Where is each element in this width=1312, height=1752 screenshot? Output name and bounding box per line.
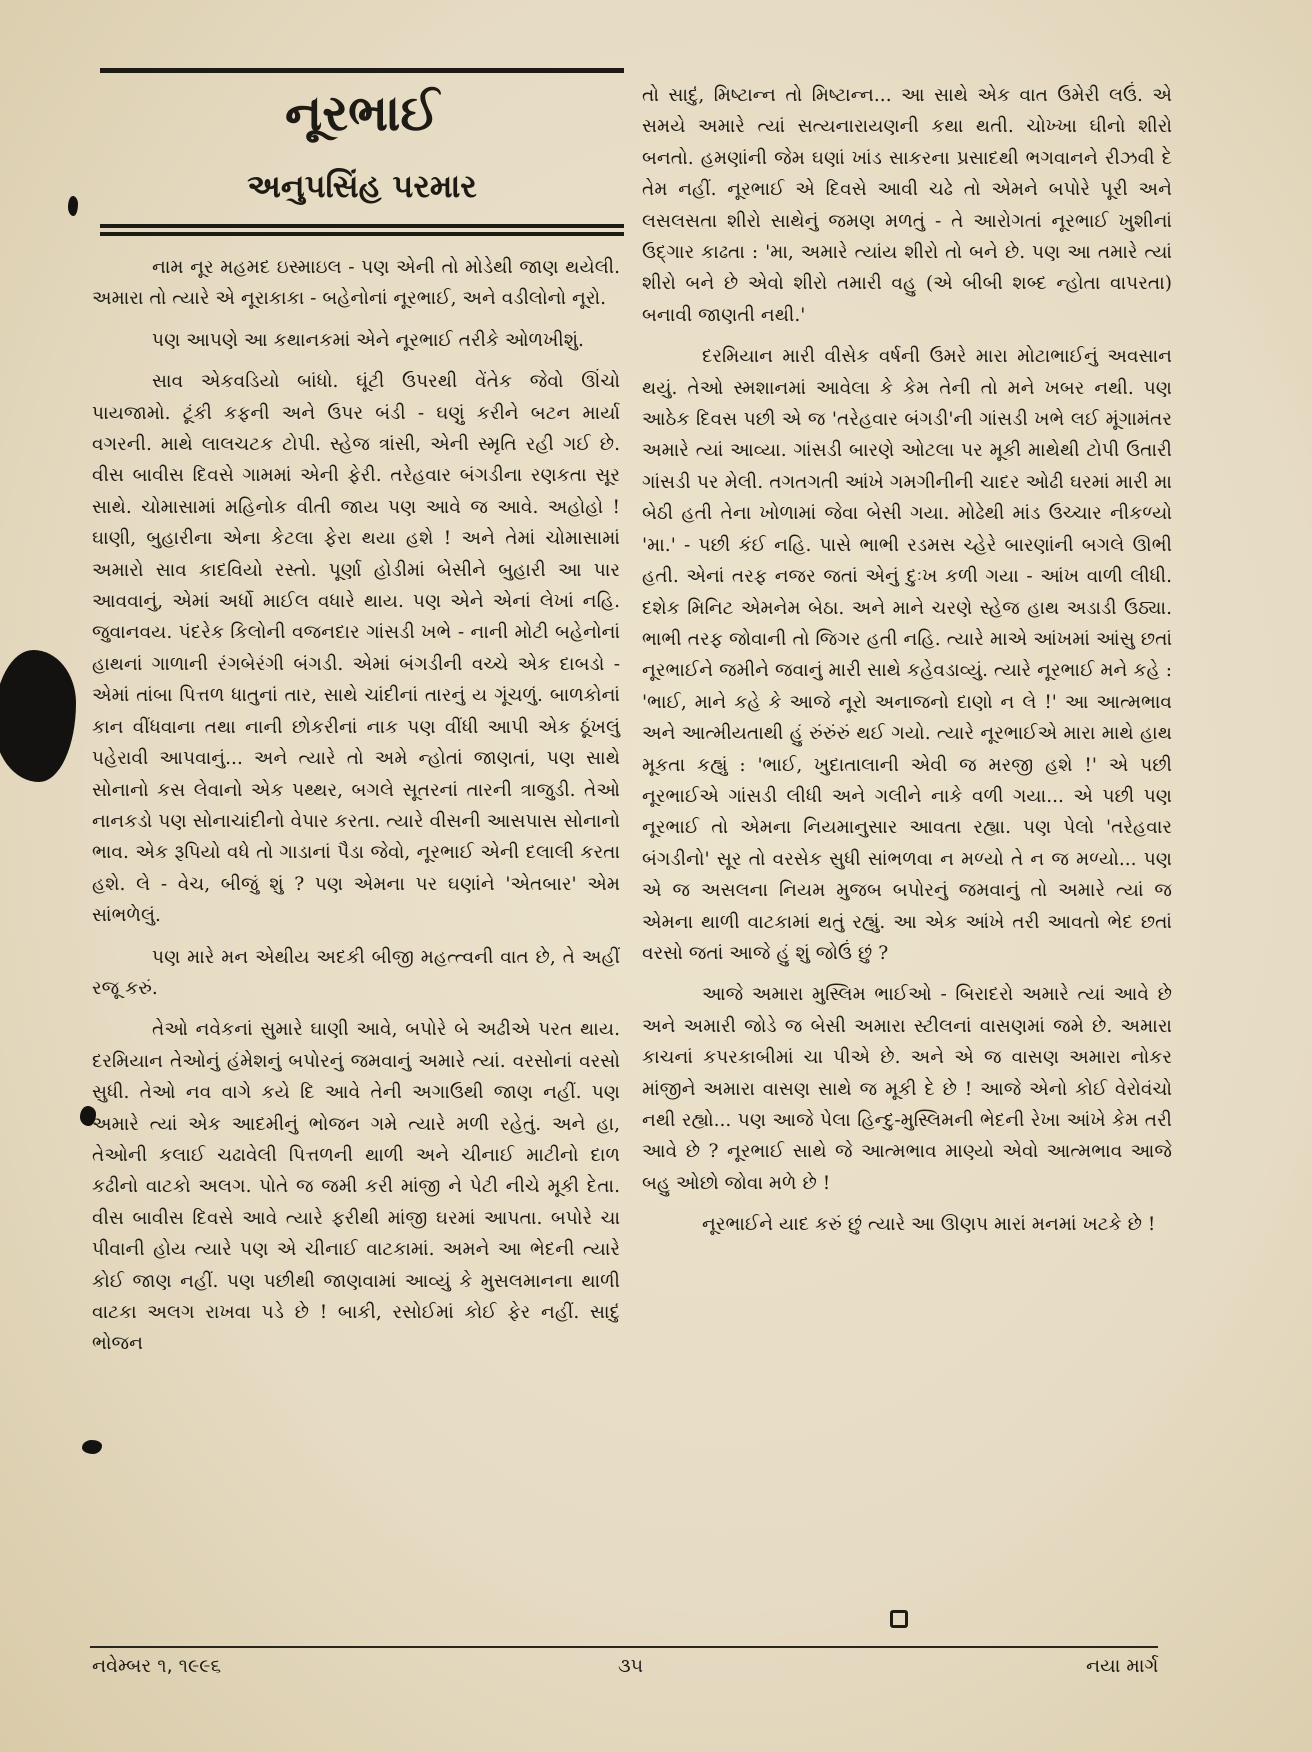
paragraph: તો સાદું, મિષ્ટાન્ન તો મિષ્ટાન્ન... આ સાથે એક વાત ઉમેરી લઉં. એ સમયે અમારે ત્યાં સત્યનારાયણની કથા થતી. ચોખ્ખા ઘીનો શીરો બનતો. હમણાંની જેમ ઘણાં ખાંડ સાકરના પ્રસાદથી ભગવાનને રીઝવી દે તેમ નહીં. નૂરભાઈ એ દિવસે આવી ચઢે તો એમને બપોરે પૂરી અને લસલસતા શીરો સાથેનું જમણ મળતું - તે આરોગતાં નૂરભાઈ ખુશીનાં ઉદ્ગાર કાઢતા : 'મા, અમારે ત્યાંય શીરો તો બને છે. પણ આ તમારે ત્યાં શીરો બને છે એવો શીરો તમારી વહુ (એ બીબી શબ્દ ન્હોતા વાપરતા) બનાવી જાણતી નથી.' <box>642 85 1172 326</box>
footer-rule <box>90 1646 1158 1648</box>
article-author: અનુપસિંહ પરમાર <box>247 167 477 205</box>
ink-stain <box>0 650 76 782</box>
paragraph: નૂરભાઈને યાદ કરું છું ત્યારે આ ઊણપ મારાં મનમાં ખટકે છે ! <box>702 1214 1156 1236</box>
article-title: નૂરભાઈ <box>285 84 439 142</box>
magazine-name: નયા માર્ગ <box>1086 1655 1159 1677</box>
paragraph: પણ મારે મન એથીય અદકી બીજી મહત્ત્વની વાત છે, તે અહીં રજૂ કરું. <box>92 946 620 999</box>
title-rule-top <box>100 68 624 73</box>
footer-date: નવેમ્બર ૧, ૧૯૯૬ <box>92 1655 222 1677</box>
paragraph: નામ નૂર મહમદ ઇસ્માઇલ - પણ એની તો મોડેથી જાણ થયેલી. અમારા તો ત્યારે એ નૂરાકાકા - બહેનોનાં નૂરભાઈ, અને વડીલોનો નૂરો. <box>92 257 620 310</box>
paragraph: આજે અમારા મુસ્લિમ ભાઈઓ - બિરાદરો અમારે ત્યાં આવે છે અને અમારી જોડે જ બેસી અમારા સ્ટીલનાં વાસણમાં જમે છે. અમારા કાચનાં કપરકાબીમાં ચા પીએ છે. અને એ જ વાસણ અમારા નોકર માંજીને અમારા વાસણ સાથે જ મૂકી દે છે ! આજે એનો કોઈ વેરોવંચો નથી રહ્યો... પણ આજે પેલા હિન્દુ-મુસ્લિમની ભેદની રેખા આંખે કેમ તરી આવે છે ? નૂરભાઈ સાથે જે આત્મભાવ માણ્યો એવો આત્મભાવ આજે બહુ ઓછો જોવા મળે છે ! <box>642 984 1172 1194</box>
left-column <box>92 252 620 1370</box>
ink-speck <box>82 1440 102 1454</box>
paragraph: સાવ એકવડિયો બાંધો. ઘૂંટી ઉપરથી વેંતેક જેવો ઊંચો પાયજામો. ટૂંકી કફની અને ઉપર બંડી - ઘણું કરીને બટન માર્યા વગરની. માથે લાલચટક ટોપી. સ્હેજ ત્રાંસી, એની સ્મૃતિ રહી ગઈ છે. વીસ બાવીસ દિવસે ગામમાં એની ફેરી. તરેહવાર બંગડીના રણકતા સૂર સાથે. ચોમાસામાં મહિનોક વીતી જાય પણ આવે જ આવે. અહોહો ! ઘાણી, બુહારીના એના કેટલા ફેરા થયા હશે ! અને તેમાં ચોમાસામાં અમારો સાવ કાદવિયો રસ્તો. પૂર્ણા હોડીમાં બેસીને બુહારી આ પાર આવવાનું, એમાં અર્ધો માઈલ વધારે થાય. પણ એને એનાં લેખાં નહિ. જુવાનવય. પંદરેક કિલોની વજનદાર ગાંસડી ખભે - નાની મોટી બહેનોનાં હાથનાં ગાળાની રંગબેરંગી બંગડી. એમાં બંગડીની વચ્ચે એક દાબડો - એમાં તાંબા પિત્તળ ધાતુનાં તાર, સાથે ચાંદીનાં તારનું ય ગૂંચળું. બાળકોનાં કાન વીંધવાના તથા નાની છોકરીનાં નાક પણ વીંધી આપી એક ઠૂંખલું પહેરાવી આપવાનું... અને ત્યારે તો અમે ન્હોતાં જાણતાં, પણ સાથે સોનાનો કસ લેવાનો એક પથ્થર, બગલે સૂતરનાં તારની ત્રાજુડી. તેઓ નાનકડો પણ સોનાચાંદીનો વેપાર કરતા. ત્યારે વીસની આસપાસ સોનાનો ભાવ. એક રૂપિયો વધે તો ગાડાનાં પૈડા જેવો, નૂરભાઈ એની દલાલી કરતા હશે. લે - વેચ, બીજું શું ? પણ એમના પર ઘણાંને 'એતબાર' એમ સાંભળેલું. <box>92 371 620 927</box>
paragraph: દરમિયાન મારી વીસેક વર્ષની ઉમરે મારા મોટાભાઈનું અવસાન થયું. તેઓ સ્મશાનમાં આવેલા કે કેમ તેની તો મને ખબર નથી. પણ આઠેક દિવસ પછી એ જ 'તરેહવાર બંગડી'ની ગાંસડી ખભે લઈ મૂંગામંતર અમારે ત્યાં આવ્યા. ગાંસડી બારણે ઓટલા પર મૂકી માથેથી ટોપી ઉતારી ગાંસડી પર મેલી. તગતગતી આંખે ગમગીનીની ચાદર ઓઢી ઘરમાં મારી મા બેઠી હતી તેના ખોળામાં જેવા બેસી ગયા. મોઢેથી માંડ ઉચ્ચાર નીકળ્યો 'મા.' - પછી કંઈ નહિ. પાસે ભાભી રડમસ ચ્હેરે બારણાંની બગલે ઊભી હતી. એનાં તરફ નજર જતાં એનું દુઃખ કળી ગયા - આંખ વાળી લીધી. દશેક મિનિટ એમનેમ બેઠા. અને માને ચરણે સ્હેજ હાથ અડાડી ઉઠ્યા. ભાભી તરફ જોવાની તો જિગર હતી નહિ. ત્યારે માએ આંખમાં આંસુ છતાં નૂરભાઈને જમીને જવાનું મારી સાથે કહેવડાવ્યું. ત્યારે નૂરભાઈ મને કહે : 'ભાઈ, માને કહે કે આજે નૂરો અનાજનો દાણો ન લે !' આ આત્મભાવ અને આત્મીયતાથી હું રુંરુંરું થઈ ગયો. ત્યારે નૂરભાઈએ મારા માથે હાથ મૂકતા કહ્યું : 'ભાઈ, ખુદાતાલાની એવી જ મરજી હશે !' એ પછી નૂરભાઈએ ગાંસડી લીધી અને ગલીને નાકે વળી ગયા... એ પછી પણ નૂરભાઈ તો એમના નિયમાનુસાર આવતા રહ્યા. પણ પેલો 'તરેહવાર બંગડીનો' સૂર તો વરસેક સુધી સાંભળવા ન મળ્યો તે ન જ મળ્યો... પણ એ જ અસલના નિયમ મુજબ બપોરનું જમવાનું તો અમારે ત્યાં જ એમના થાળી વાટકામાં થતું રહ્યું. આ એક આંખે તરી આવતો ભેદ છતાં વરસો જતાં આજે હું શું જોઉં છું ? <box>642 346 1172 964</box>
page-number: ૩૫ <box>618 1655 644 1677</box>
ink-speck <box>68 196 78 216</box>
title-rule-bottom <box>100 224 624 236</box>
paragraph: પણ આપણે આ કથાનકમાં એને નૂરભાઈ તરીકે ઓળખીશું. <box>152 329 584 351</box>
paragraph: તેઓ નવેકનાં સુમારે ઘાણી આવે, બપોરે બે અઢીએ પરત થાય. દરમિયાન તેઓનું હંમેશનું બપોરનું જમવાનું અમારે ત્યાં. વરસોનાં વરસો સુધી. તેઓ નવ વાગે કયે દિ આવે તેની અગાઉથી જાણ નહીં. પણ અમારે ત્યાં એક આદમીનું ભોજન ગમે ત્યારે મળી રહેતું. અને હા, તેઓની કલાઈ ચઢાવેલી પિત્તળની થાળી અને ચીનાઈ માટીનો દાળ કઢીનો વાટકો અલગ. પોતે જ જમી કરી માંજી ને પેટી નીચે મૂકી દેતા. વીસ બાવીસ દિવસે આવે ત્યારે ફરીથી માંજી ઘરમાં આપતા. બપોરે ચા પીવાની હોય ત્યારે પણ એ ચીનાઈ વાટકામાં. અમને આ ભેદની ત્યારે કોઈ જાણ નહીં. પણ પછીથી જાણવામાં આવ્યું કે મુસલમાનના થાળી વાટકા અલગ રાખવા પડે છે ! બાકી, રસોઈમાં કોઈ ફેર નહીં. સાદું ભોજન <box>92 1019 620 1355</box>
end-mark-icon <box>890 1610 908 1628</box>
right-column <box>642 80 1172 1251</box>
